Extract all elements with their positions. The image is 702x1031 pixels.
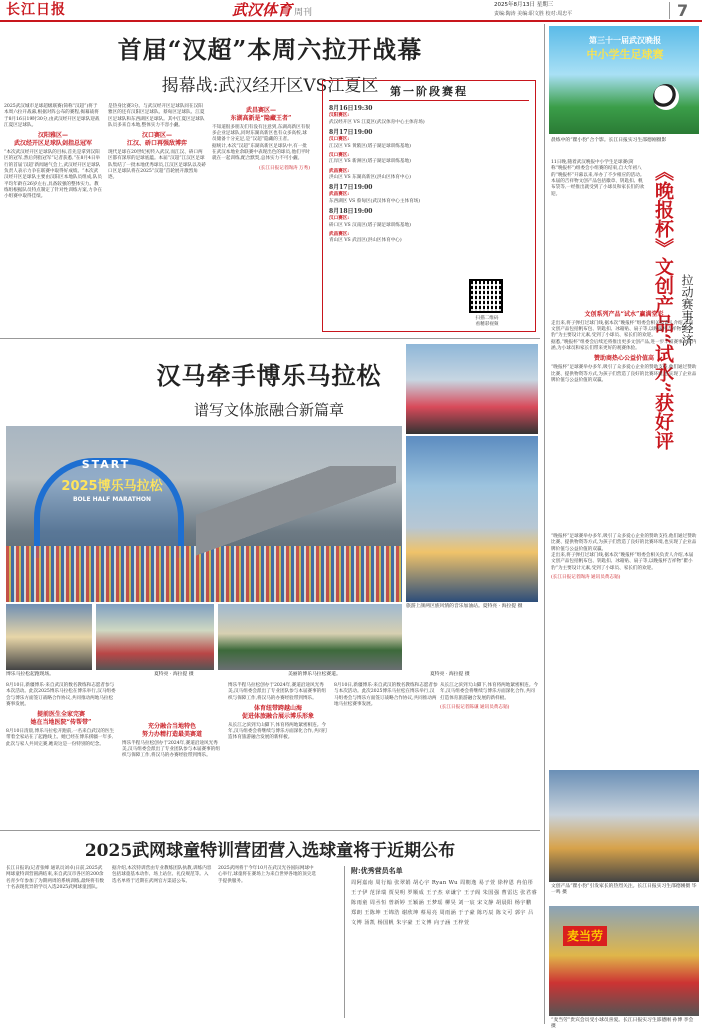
schedule-item [329,153,453,166]
marathon-strip-caption-3: 美丽的博乐马拉松赛道。 [288,672,341,677]
schedule-match: 武汉经开区 VS 江夏区(武汉体育中心主体育场) [329,119,425,125]
sidebar-column-1 [551,160,645,306]
marathon-side-photo-top [406,344,538,434]
schedule-date: 8月16日19:30 [329,105,373,112]
sidebar-vertical-title: 《晚报杯》文创产品“试水”获好评 [652,162,674,450]
section-suffix: 周刊 [294,8,313,18]
schedule-date: 8月17日19:00 [329,184,373,192]
lead-intro: 2025武汉城市足球超级联赛(简称“汉超”)将于本周六拉开战幕,根据对阵公布的赛程,揭幕战将于8月16日19时30分,由武汉经开区足球队迎战江夏区足球队。 [4,104,100,128]
marathon-strip-photo-2 [96,604,214,670]
sidebar-subhead-2: 赞助商热心公益价值高 [593,355,654,363]
section-title [232,0,312,20]
schedule-date: 8月18日19:00 [329,208,373,216]
camp-body-3: 2025武网将于今年10月在武汉光谷国际网球中心举行,球童将在赛场上为来自世界各地的顶尖选手提供服务。 [218,866,316,884]
start-arch [34,458,184,558]
sidebar-photo-2 [549,770,699,882]
subhead-hanyang: 汉阳雅区— 武汉经开区足球队剑指总冠军 [13,132,92,148]
subhead-hankou: 汉口赛区— 江汉、硚口再强敌博弈 [126,132,187,148]
marathon-body-2: 8月10日清晨,博乐马拉松开跑前,一名来自武汉的医生带着全家站在了起跑线上。她已经在博乐援疆一年多,此次与家人共同完赛,她说这是一份特别的纪念。 [6,728,115,747]
schedule-item [329,184,453,205]
lead-headline: 首届“汉超”本周六拉开战幕 [117,35,423,64]
sidebar-vertical-subtitle: 拉动赛事经济 [680,274,694,346]
qr-code [469,279,503,313]
marathon-subhead: 谱写文体旅融合新篇章 [193,401,344,419]
sidebar-body-2: 走出来,将子弹打过球门线,据本次“晚报杯”组委会相关负责人介绍,本届文创产品包括帆布包、钥匙扣、冰箱贴、扇子等,以晚报杯吉祥物“瞿小豹”为主要设计元素,受到了小球员、家长们的欢迎。 [551,320,694,339]
marathon-story [0,340,540,840]
poster-line-2: 中小学生足球赛 [586,48,664,61]
lead-body-3: 不知道很多朋友们有没有注意到,东湖高新区有很多企业足球队,同时东湖高新区也有众多高校,球员储备十分充足,是“汉超”隐藏的王者。 [212,124,310,143]
sidebar-body-4: “晚报杯”足球赛举办多年,吸引了众多爱心企业的赞助支持,他们通过赞助比赛、提供物资等方式,为孩子们营造了良好的比赛环境,也实现了企业品牌价值与公益价值的双赢。 [551,534,697,552]
subhead-wuchang: 武昌赛区— 东湖高新是“隐藏王者” [230,107,292,122]
sidebar-byline: (长江日报记者陶涛 通讯员黄志韬) [551,574,621,580]
schedule-box [322,80,536,332]
lead-body-2: 现代足球在20世纪初传入武汉,而江汉、硚口两区都有深厚的足球底蕴。本届“汉超”江汉区足球队集结了一批本地优秀球员,江汉区足球队以及硚口区足球队将在2025“汉超”首轮展开激烈角逐。 [108,149,206,181]
qr-code-inner [471,281,501,311]
schedule-match: 江岸区 VS 新洲区(塔子湖足球训练基地) [329,159,411,165]
schedule-item [329,105,453,126]
sidebar-body-2b: 据悉,“晚报杯”组委会后续还将推出更多文创产品,进一步丰富赛事文化内涵,为小球员和家长们带来更好的观赛体验。 [551,339,697,352]
road [196,466,396,556]
lead-column-1 [4,104,102,334]
marathon-strip-photo-3 [218,604,402,670]
schedule-item [329,208,453,229]
schedule-match: 东西湖区 VS 蔡甸区(武汉体育中心主体育场) [329,198,421,204]
marathon-column-1 [6,683,116,803]
lead-subhead: 揭幕战:武汉经开区VS江夏区 [161,76,379,96]
camp-body-1: 长江日报讯(记者张峰 通讯员刘卓)日前,2025武网球童特训营圆满结束,来自武汉市各区的200余名青少年参加了为期两周的系统训练,最终将有数十名表现优异的学员入选2025武网球童团队。 [6,866,104,890]
marathon-column-4 [334,683,438,803]
schedule-item [329,232,453,245]
marathon-column-3 [228,683,328,803]
sidebar [544,24,702,1030]
lead-body-2a: 是热身比赛3分。与武汉经开区足球队同在汉阳雅区的还有汉阳区足球队、蔡甸区足球队、江夏区足球队和东西湖区足球队。其中江夏区足球队队员多来自本地,整体实力不容小觑。 [108,104,205,128]
masthead [0,0,702,22]
arch-banner [42,478,182,496]
marathon-subhead-2: 充分融合当地特色 努力办精打造最美赛道 [141,723,202,738]
schedule-match: 江汉区 VS 黄陂区(塔子湖足球训练基地) [329,143,411,149]
sidebar-caption-2: 文创产品“瞿小豹”引发家长的热烈关注。长江日报实习生邵德刚摄 毕一鸣 摄 [551,884,697,896]
sidebar-poster [549,26,699,134]
poster-ball [653,84,679,110]
marathon-body-1: 8月10日,新疆博乐·来自武汉的数名教练和志愿者参与本次活动。此次2025博乐马拉松在博乐举行,汉马组委会与博乐方面签订战略合作协议,共同推动两地马拉松赛事发展。 [6,683,116,707]
arch-banner-title: 2025博乐马拉松 [61,479,163,494]
marathon-body-4a: 博乐半程马拉松创办于2024年,赛道沿途风光秀美,汉马组委会派出了专业团队参与本届赛事的组织与保障工作,将汉马的办赛经验带到博乐。 [228,683,326,701]
honor-list-title: 附:优秀营员名单 [351,866,403,875]
schedule-list [329,105,453,329]
schedule-date: 8月17日19:00 [329,128,373,136]
marathon-body-3: 博乐半程马拉松创办于2024年,赛道沿途风光秀美,汉马组委会派出了专业团队参与本届赛事的组织与保障工作,将汉马的办赛经验带到博乐。 [122,740,220,759]
marathon-byline: (长江日报记者陈谦 通讯员黄志韬) [440,704,510,710]
sidebar-body-3: “晚报杯”足球赛举办多年,吸引了众多爱心企业的赞助支持,他们通过赞助比赛、提供物资等方式,为孩子们营造了良好的比赛环境,也实现了企业品牌价值与公益价值的双赢。 [551,365,697,383]
schedule-zone: 汉口赛区: [329,137,350,143]
issue-date: 2025年8月13日 星期三 [494,2,554,8]
schedule-rule [329,100,529,101]
schedule-zone: 武昌赛区: [329,232,350,237]
marathon-main-caption: 旅游上颜两区族风情的音乐加油站。夏特亮 · 海拉提 摄 [406,604,523,609]
lead-column-3 [212,104,310,334]
schedule-title: 第一阶段赛程 [390,85,468,98]
camp-column-1 [6,866,106,1018]
marathon-column-2 [122,683,222,803]
honor-list-names: 周阿嘉南 周行翰 张翠娟 胡心宇 Ryan Wu 周朝逸 易子萱 徐梓恩 冉伯彤 王子伊 范泽瑞 贾昊明 罗顺成 王子杰 章谦宁 王子阁 朱国强 曹雷达 张君睿 陈雨童 周丞恒 曾新婷 王颖涵 王梦瑶 柳昊 刘一宸 宋文静 胡晨阳 杨宇鹏 郑朗 王陈坤 王锦浩 谢欣坤 蔡易亮 周雨涵 于子豪 陈巧辰 陈文可 郭宇 吕文博 汤凯 杨国帆 朱宇豪 王文博 向子涵 王梓萱 [351,880,538,926]
camp-headline: 2025武网球童特训营团营入选球童将于近期公布 [84,841,456,861]
newspaper-logo: 长江日报 [6,2,66,18]
marathon-strip-caption-2: 夏特亮 · 海拉提 摄 [154,672,194,677]
schedule-match: 硚口区 VS 汉南区(塔子湖足球训练基地) [329,222,411,228]
marathon-strip-caption-1: 博乐马拉松起跑现场。 [6,672,54,677]
honor-list-box [344,866,538,1018]
marathon-strip-caption-4: 夏特亮 · 海拉提 摄 [430,672,470,677]
marathon-body-4: 从长江之滨到天山脚下,体育将两地紧密相连。今年,汉马组委会将继续与博乐方面深化合作,共同打造体育旅游融合发展的新样板。 [228,722,328,741]
lead-byline: (长江日报记者陶涛 万秀) [259,165,310,171]
marathon-strip-photo-1 [6,604,92,670]
schedule-match: 青山区 VS 武昌区(洪山区体育中心) [329,238,402,244]
camp-column-3 [218,866,318,1018]
marathon-body-6: 从长江之滨到天山脚下,体育将两地紧密相连。今年,汉马组委会将继续与博乐方面深化合作,共同打造体育旅游融合发展的新样板。 [440,683,538,701]
editors-line: 责编:陶涛 美编:职文胜 校对:周忠平 [494,11,573,17]
schedule-item [329,169,453,182]
section-name: 武汉体育 [232,1,293,19]
camp-story [0,832,540,1022]
marathon-subhead-3: 体育纽带跨越山海 促进体旅融合展示博乐形象 [241,704,314,720]
schedule-zone: 武昌赛区: [329,168,350,174]
page-number: 7 [677,1,689,20]
sidebar-caption-3: “麦当劳”贵宾会员受小球员喜爱。长江日报实习生邵德刚 孙博 李会 摄 [551,1018,694,1030]
schedule-zone: 武昌赛区: [329,192,350,198]
lead-body-3b: 据统计,本次“汉超”东湖高新区足球队中,有一批在武汉本地业余联赛中表现出色的球员,他们平时就在一起训练,配合默契,总体实力不可小觑。 [212,143,310,162]
marathon-column-5 [440,683,538,803]
schedule-zone: 汉口赛区: [329,152,350,158]
sidebar-column-3 [551,534,697,704]
marathon-subhead-1: 提前医生全家完赛 她在当地医院“传帮带” [30,711,92,727]
sidebar-photo-3 [549,906,699,1016]
page-no-divider [669,2,670,19]
sidebar-body-5: 走出来,将子弹打过球门线,据本次“晚报杯”组委会相关负责人介绍,本届文创产品包括帆布包、钥匙扣、冰箱贴、扇子等,以晚报杯吉祥物“瞿小豹”为主要设计元素,受到了小球员、家长们的欢迎。 [551,552,694,571]
sidebar-poster-caption: 晨练中的“瞿小豹”合个影。长江日报实习生邵德刚摄影 [551,138,667,143]
lead-divider [0,338,540,339]
sidebar-subhead-1: 文创系列产品“试水”赢满堂彩 [584,311,664,318]
camp-column-2 [112,866,212,1018]
marathon-divider [0,830,540,831]
mcdonalds-sign: 麦当劳 [563,926,607,946]
schedule-zone: 汉阳赛区: [329,113,350,119]
arch-start-text: START [81,458,131,471]
marathon-main-photo [6,426,402,602]
poster-line-1: 第三十一届武汉晚报 [589,36,661,45]
marathon-headline: 汉马牵手博乐马拉松 [156,361,382,390]
lead-story [0,24,540,334]
schedule-match: 洪山区 VS 东湖高新区(洪山区体育中心) [329,174,411,180]
arch-banner-en: BOLE HALF MARATHON [72,496,151,503]
lead-column-2 [108,104,206,334]
sidebar-body-1: 11日晚,随着武汉晚报中小学生足球赛(简称“晚报杯”)组委会小组赛的结束,自大年初八的“晚报杯”开幕以来,举办了不少相应的活动。本届的吉祥物文创产品包括徽章、钥匙扣、帆布袋等,一经推出就受到了小球员和家长们的欢迎。 [551,160,645,197]
qr-caption: 扫描二维码 看精彩视频 [475,316,499,328]
schedule-item [329,129,453,150]
camp-body-2: 据介绍,本次特训营由专业教练团队执教,训练内容包括球童基本动作、场上站位、礼仪规范等。入选名单将于近期在武网官方渠道公布。 [112,866,212,884]
schedule-zone: 汉口赛区: [329,216,350,222]
marathon-body-5: 8月10日,新疆博乐·来自武汉的数名教练和志愿者参与本次活动。此次2025博乐马拉松在博乐举行,汉马组委会与博乐方面签订战略合作协议,共同推动两地马拉松赛事发展。 [334,683,438,707]
lead-body-1: “本次武汉经开区足球队的目标,首先是拿到汉阳区的冠军,然后剑指冠军”记者获悉,“在8月4日举行的首届‘汉超’新闻通气会上,武汉经开区足球队负责人表示力争在联赛中取得好成绩。“本次武汉经开区足球队主要由汉阳区本地队员组成,队员平均年龄在26岁左右,具备较强的整体实力。教练组根据队员特点制定了针对性训练方案,力争在小组赛中取得佳绩。 [4,149,102,200]
sidebar-column-2 [551,308,697,528]
marathon-side-photo-bottom [406,436,538,602]
